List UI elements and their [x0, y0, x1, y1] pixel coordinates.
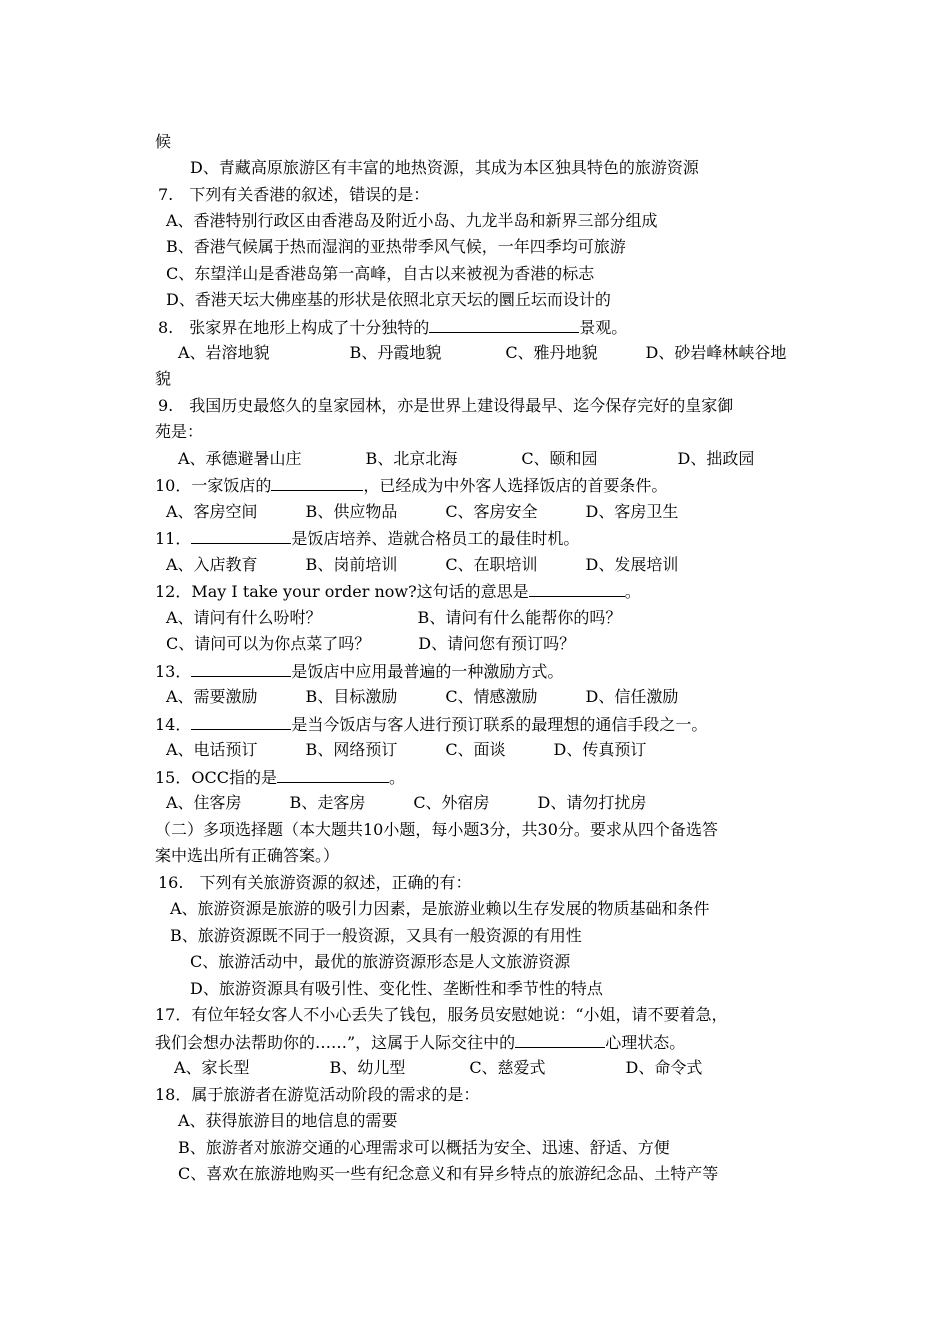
question-7: 7. 下列有关香港的叙述，错误的是：: [158, 185, 430, 204]
question-text: 是饭店培养、造就合格员工的最佳时机。: [291, 529, 580, 548]
text-line: [155, 1032, 685, 1053]
text-line: 候: [155, 132, 172, 151]
question-18: 18．属于旅游者在游览活动阶段的需求的是：: [155, 1085, 480, 1104]
options-row: A、家长型 B、幼儿型 C、慈爱式 D、命令式: [174, 1058, 703, 1077]
options-row: A、住客房 B、走客房 C、外宿房 D、请勿打扰房: [166, 793, 647, 812]
options-row: A、电话预订 B、网络预订 C、面谈 D、传真预订: [166, 740, 647, 759]
answer-blank: [191, 714, 291, 730]
question-11: [155, 528, 579, 549]
question-text: 是饭店中应用最普遍的一种激励方式。: [291, 662, 564, 681]
question-text: 。: [388, 768, 405, 787]
options-row: A、承德避暑山庄 B、北京北海 C、颐和园 D、拙政园: [178, 449, 755, 468]
question-text: 12．May I take your order now?这句话的意思是: [155, 582, 529, 601]
question-17: 17．有位年轻女客人不小心丢失了钱包，服务员安慰她说：“小姐，请不要着急，: [155, 1005, 728, 1024]
option-b: B、旅游者对旅游交通的心理需求可以概括为安全、迅速、舒适、方便: [178, 1138, 670, 1157]
option-a: A、旅游资源是旅游的吸引力因素，是旅游业赖以生存发展的物质基础和条件: [170, 899, 710, 918]
question-8: [158, 317, 627, 338]
question-text: 景观。: [579, 318, 628, 337]
question-10: [155, 475, 667, 496]
question-text: 13．: [155, 662, 192, 681]
question-text: 15．OCC指的是: [155, 768, 277, 787]
question-text: 。: [624, 582, 641, 601]
option-a: A、获得旅游目的地信息的需要: [178, 1111, 398, 1130]
question-15: [155, 767, 405, 788]
option-d: D、青藏高原旅游区有丰富的地热资源，其成为本区独具特色的旅游资源: [190, 158, 699, 177]
question-text: 是当今饭店与客人进行预订联系的最理想的通信手段之一。: [291, 715, 708, 734]
question-text: 10．一家饭店的: [155, 476, 272, 495]
answer-blank: [277, 767, 389, 783]
options-row: A、岩溶地貌 B、丹霞地貌 C、雅丹地貌 D、砂岩峰林峡谷地: [178, 343, 787, 362]
options-row: A、客房空间 B、供应物品 C、客房安全 D、客房卫生: [166, 502, 679, 521]
answer-blank: [191, 528, 291, 544]
option-c: C、东望洋山是香港岛第一高峰，自古以来被视为香港的标志: [166, 264, 595, 283]
question-9: 9. 我国历史最悠久的皇家园林，亦是世界上建设得最早、迄今保存完好的皇家御: [158, 396, 734, 415]
section-heading: （二）多项选择题（本大题共10小题，每小题3分，共30分。要求从四个备选答: [155, 820, 718, 839]
options-row: C、请问可以为你点菜了吗？ D、请问您有预订吗？: [166, 634, 576, 653]
text-line: 苑是：: [155, 422, 204, 441]
question-text: 14．: [155, 715, 192, 734]
option-b: B、香港气候属于热而湿润的亚热带季风气候，一年四季均可旅游: [166, 237, 626, 256]
text-line: 貌: [155, 369, 172, 388]
answer-blank: [515, 1032, 605, 1048]
answer-blank: [529, 581, 625, 597]
question-16: 16. 下列有关旅游资源的叙述，正确的有：: [158, 873, 472, 892]
option-c: C、喜欢在旅游地购买一些有纪念意义和有异乡特点的旅游纪念品、土特产等: [178, 1164, 719, 1183]
question-text: 我们会想办法帮助你的……”，这属于人际交往中的: [155, 1033, 516, 1052]
question-text: 8. 张家界在地形上构成了十分独特的: [158, 318, 430, 337]
question-text: 心理状态。: [605, 1033, 686, 1052]
answer-blank: [271, 475, 363, 491]
options-row: A、入店教育 B、岗前培训 C、在职培训 D、发展培训: [166, 555, 679, 574]
option-b: B、旅游资源既不同于一般资源，又具有一般资源的有用性: [170, 926, 582, 945]
option-a: A、香港特别行政区由香港岛及附近小岛、九龙半岛和新界三部分组成: [166, 211, 658, 230]
option-c: C、旅游活动中，最优的旅游资源形态是人文旅游资源: [190, 952, 571, 971]
question-13: [155, 661, 563, 682]
option-d: D、旅游资源具有吸引性、变化性、垄断性和季节性的特点: [190, 979, 603, 998]
option-d: D、香港天坛大佛座基的形状是依照北京天坛的圜丘坛而设计的: [166, 290, 611, 309]
question-text: ，已经成为中外客人选择饭店的首要条件。: [363, 476, 668, 495]
options-row: A、需要激励 B、目标激励 C、情感激励 D、信任激励: [166, 687, 679, 706]
section-heading: 案中选出所有正确答案。）: [155, 846, 340, 865]
answer-blank: [429, 317, 579, 333]
question-14: [155, 714, 707, 735]
question-text: 11．: [155, 529, 192, 548]
question-12: [155, 581, 641, 602]
answer-blank: [191, 661, 291, 677]
options-row: A、请问有什么吩咐？ B、请问有什么能帮你的吗？: [166, 608, 622, 627]
